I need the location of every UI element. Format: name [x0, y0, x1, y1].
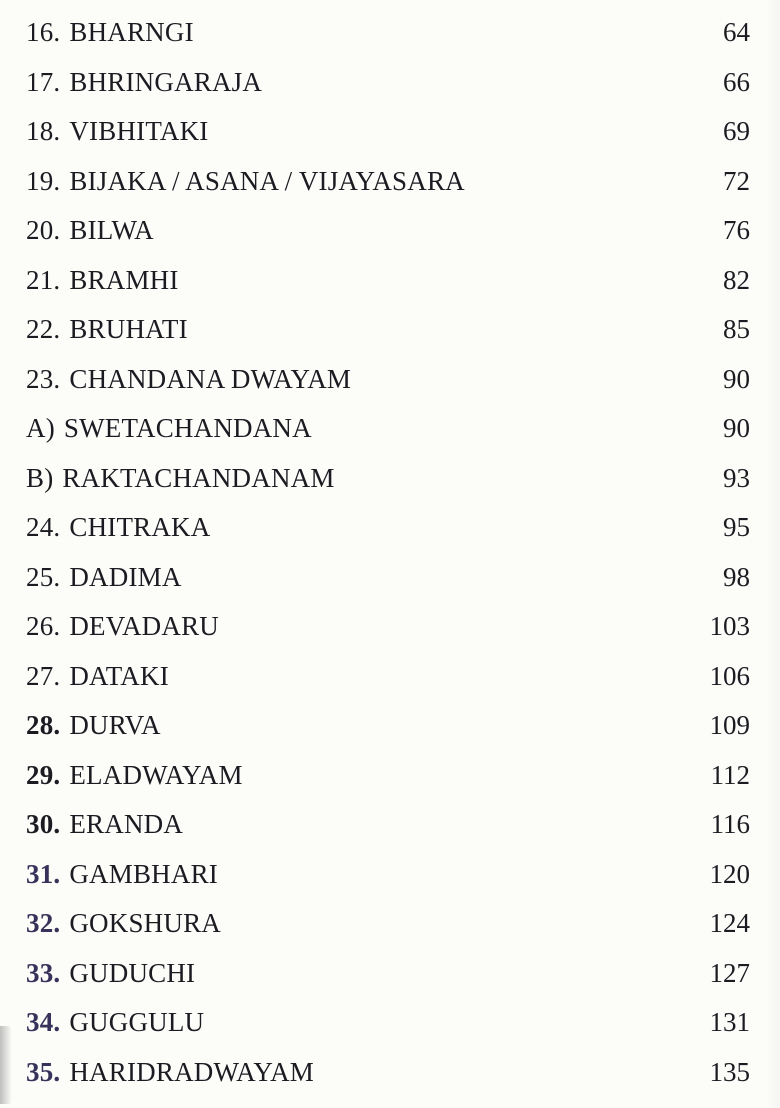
toc-entry-number: 20. [26, 215, 61, 246]
toc-entry-number: 21. [26, 264, 61, 295]
toc-page-number: 90 [723, 363, 750, 394]
toc-entry-title: ERANDA [69, 809, 184, 840]
scan-edge-shadow [0, 1026, 12, 1104]
toc-entry-number: 29. [26, 759, 61, 790]
toc-row [26, 206, 750, 256]
toc-page-number: 124 [709, 908, 750, 939]
toc-row [26, 157, 750, 207]
toc-row [26, 256, 750, 306]
toc-row [26, 800, 750, 850]
toc-page-number: 131 [709, 1007, 750, 1038]
toc-page-number: 120 [709, 858, 750, 889]
toc-entry [26, 265, 179, 296]
toc-entry [26, 809, 183, 840]
toc-entry [26, 166, 465, 197]
toc-entry-number: 35. [26, 1056, 61, 1087]
toc-row [26, 701, 750, 751]
toc-page-number: 109 [709, 710, 750, 741]
toc-entry [26, 1007, 204, 1038]
toc-entry [26, 611, 219, 642]
toc-row [26, 404, 750, 454]
toc-page-number: 103 [709, 611, 750, 642]
toc-row [26, 949, 750, 999]
toc-entry-title: GAMBHARI [69, 858, 218, 889]
toc-page-number: 85 [723, 314, 750, 345]
toc-entry [26, 710, 161, 741]
toc-row [26, 1048, 750, 1098]
toc-row [26, 751, 750, 801]
toc-entry-number: A) [26, 413, 55, 444]
toc-entry [26, 512, 210, 543]
toc-entry [26, 17, 194, 48]
toc-page-number: 66 [723, 66, 750, 97]
toc-entry-title: RAKTACHANDANAM [62, 462, 335, 493]
toc-entry-number: 23. [26, 363, 61, 394]
toc-entry-number: 32. [26, 908, 61, 939]
toc-page-number: 112 [710, 759, 750, 790]
toc-entry [26, 314, 188, 345]
toc-row [26, 652, 750, 702]
toc-entry-title: BIJAKA / ASANA / VIJAYASARA [69, 165, 465, 196]
toc-entry-number: 24. [26, 512, 61, 543]
toc-entry-title: BRAMHI [69, 264, 179, 295]
toc-entry-title: BHARNGI [69, 17, 194, 48]
toc-row [26, 850, 750, 900]
toc-entry-title: HARIDRADWAYAM [69, 1056, 314, 1087]
toc-entry-number: 27. [26, 660, 61, 691]
toc-row [26, 107, 750, 157]
toc-entry [26, 67, 262, 98]
toc-entry-title: VIBHITAKI [69, 116, 209, 147]
toc-entry-title: DATAKI [69, 660, 169, 691]
toc-row [26, 454, 750, 504]
toc-entry-title: GUGGULU [69, 1007, 205, 1038]
toc-entry-number: 16. [26, 17, 61, 48]
toc-entry-number: 19. [26, 165, 61, 196]
toc-page-number: 76 [723, 215, 750, 246]
toc-entry [26, 116, 208, 147]
toc-entry [26, 760, 243, 791]
toc-entry [26, 215, 154, 246]
toc-row [26, 305, 750, 355]
toc-row [26, 58, 750, 108]
toc-entry [26, 859, 218, 890]
toc-list [26, 8, 750, 1097]
toc-page-number: 135 [709, 1056, 750, 1087]
toc-entry-title: BHRINGARAJA [69, 66, 263, 97]
toc-row [26, 8, 750, 58]
toc-entry-number: 33. [26, 957, 61, 988]
toc-entry-number: 18. [26, 116, 61, 147]
toc-entry-title: BILWA [69, 215, 154, 246]
toc-entry-title: DEVADARU [69, 611, 219, 642]
toc-entry-number: 26. [26, 611, 61, 642]
toc-entry [26, 562, 182, 593]
toc-page-number: 98 [723, 561, 750, 592]
toc-entry-number: 17. [26, 66, 61, 97]
toc-row [26, 553, 750, 603]
toc-page-number: 116 [710, 809, 750, 840]
toc-entry-title: BRUHATI [69, 314, 188, 345]
toc-entry [26, 1057, 314, 1088]
toc-entry-number: 31. [26, 858, 61, 889]
toc-entry-number: 28. [26, 710, 61, 741]
toc-entry-number: 25. [26, 561, 61, 592]
toc-entry-title: GUDUCHI [69, 957, 196, 988]
toc-row [26, 998, 750, 1048]
toc-entry-number: 22. [26, 314, 61, 345]
toc-entry-title: SWETACHANDANA [63, 413, 312, 444]
toc-row [26, 899, 750, 949]
toc-row [26, 602, 750, 652]
toc-entry-title: CHANDANA DWAYAM [69, 363, 352, 394]
toc-page-number: 64 [723, 17, 750, 48]
toc-page-number: 69 [723, 116, 750, 147]
toc-entry [26, 908, 221, 939]
toc-page-number: 82 [723, 264, 750, 295]
toc-entry-title: DURVA [69, 710, 161, 741]
toc-page-number: 127 [709, 957, 750, 988]
toc-entry-title: DADIMA [69, 561, 182, 592]
toc-entry [26, 958, 195, 989]
toc-page-number: 72 [723, 165, 750, 196]
toc-row [26, 503, 750, 553]
toc-entry [26, 364, 351, 395]
toc-entry-number: B) [26, 462, 54, 493]
toc-entry-title: ELADWAYAM [69, 759, 243, 790]
toc-page-number: 90 [723, 413, 750, 444]
toc-entry [26, 413, 312, 444]
toc-entry [26, 463, 335, 494]
toc-entry-title: CHITRAKA [69, 512, 211, 543]
toc-page-number: 95 [723, 512, 750, 543]
toc-page-number: 106 [709, 660, 750, 691]
toc-page-number: 93 [723, 462, 750, 493]
toc-entry-number: 34. [26, 1007, 61, 1038]
toc-entry-title: GOKSHURA [69, 908, 221, 939]
toc-row [26, 355, 750, 405]
toc-entry-number: 30. [26, 809, 61, 840]
toc-entry [26, 661, 169, 692]
